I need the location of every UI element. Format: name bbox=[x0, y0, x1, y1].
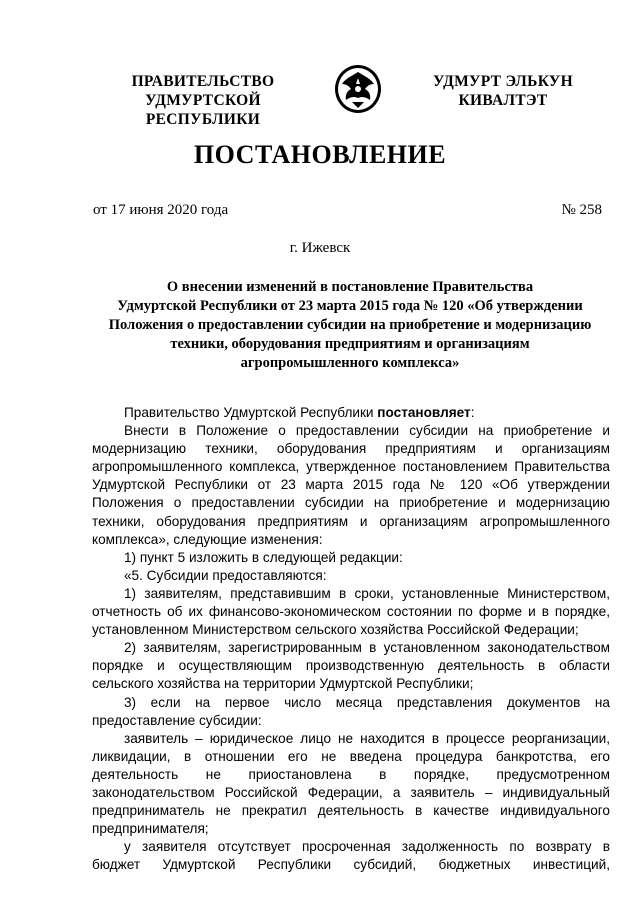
issuer-udmurt-line-1: УДМУРТ ЭЛЬКУН bbox=[433, 73, 573, 90]
issuer-udmurt-line-2: КИВАЛТЭТ bbox=[458, 92, 548, 109]
body-line: установленном Министерством сельского хозяйства Российской Федерации; bbox=[92, 622, 579, 638]
body-line: агропромышленного комплекса, утвержденное постановлением Правительства bbox=[92, 459, 610, 475]
body-line: 1) заявителям, представившим в сроки, установленные Министерством, bbox=[124, 585, 610, 601]
subject-line: агропромышленного комплекса» bbox=[240, 355, 460, 371]
body-line: 2) заявителям, зарегистрированным в установленном законодательством bbox=[124, 640, 610, 656]
issuer-line-2: УДМУРТСКОЙ РЕСПУБЛИКИ bbox=[145, 92, 261, 128]
udmurt-coat-of-arms-icon bbox=[332, 62, 384, 114]
body-line: Удмуртской Республики от 23 марта 2015 года № 120 «Об утверждении bbox=[92, 477, 610, 493]
body-line: ликвидации, в отношении его не введена процедура банкротства, его bbox=[92, 748, 610, 764]
body-line: предприниматель не прекратил деятельность в качестве индивидуального bbox=[92, 803, 610, 819]
body-line: бюджет Удмуртской Республики субсидий, бюджетных инвестиций, bbox=[92, 857, 610, 873]
body-line: предоставление субсидии: bbox=[92, 712, 262, 728]
issuer-name-udmurt bbox=[418, 72, 588, 110]
document-date: от 17 июня 2020 года bbox=[93, 202, 229, 218]
body-line: 1) пункт 5 изложить в следующей редакции: bbox=[124, 549, 403, 565]
subject-line: техники, оборудования предприятиям и организациям bbox=[170, 336, 530, 352]
document-subject bbox=[90, 278, 610, 373]
body-line: «5. Субсидии предоставляются: bbox=[124, 567, 327, 583]
body-line: порядке и осуществляющим производственную деятельность в области bbox=[92, 658, 610, 674]
body-line: у заявителя отсутствует просроченная задолженность по возврату в bbox=[124, 839, 610, 855]
document-number: № 258 bbox=[561, 202, 602, 218]
body-line: 3) если на первое число месяца представления документов на bbox=[124, 694, 610, 710]
subject-line: Положения о предоставлении субсидии на приобретение и модернизацию bbox=[108, 317, 592, 333]
body-line: модернизацию техники, оборудования предприятиям и организациям bbox=[92, 441, 610, 457]
body-line: заявитель – юридическое лицо не находится в процессе реорганизации, bbox=[124, 730, 610, 746]
intro-verb: постановляет bbox=[377, 405, 471, 420]
issuer-name-russian bbox=[88, 72, 318, 129]
body-line: предпринимателя; bbox=[92, 821, 209, 837]
body-line: деятельность не приостановлена в порядке, предусмотренном bbox=[92, 766, 610, 782]
intro-colon: : bbox=[470, 405, 475, 420]
document-body bbox=[92, 404, 610, 874]
body-line: законодательством Российской Федерации, а заявитель – индивидуальный bbox=[92, 784, 610, 800]
subject-line: О внесении изменений в постановление Правительства bbox=[166, 279, 534, 295]
document-type-title: ПОСТАНОВЛЕНИЕ bbox=[193, 140, 447, 169]
subject-line: Удмуртской Республики от 23 марта 2015 года № 120 «Об утверждении bbox=[117, 298, 583, 314]
body-line: Внести в Положение о предоставлении субсидии на приобретение и bbox=[124, 423, 610, 439]
intro-line bbox=[92, 404, 610, 422]
body-line: отчетность об их финансово-экономическом состоянии по форме и в порядке, bbox=[92, 604, 610, 620]
document-city: г. Ижевск bbox=[289, 240, 351, 256]
body-line: сельского хозяйства на территории Удмуртской Республики; bbox=[92, 676, 474, 692]
body-line: техники, оборудования предприятиям и организациям агропромышленного bbox=[92, 513, 610, 529]
issuer-line-1: ПРАВИТЕЛЬСТВО bbox=[131, 73, 275, 90]
body-line: Положения о предоставлении субсидии на приобретение и модернизацию bbox=[92, 495, 610, 511]
intro-text: Правительство Удмуртской Республики bbox=[124, 405, 378, 420]
body-line: комплекса», следующие изменения: bbox=[92, 531, 323, 547]
